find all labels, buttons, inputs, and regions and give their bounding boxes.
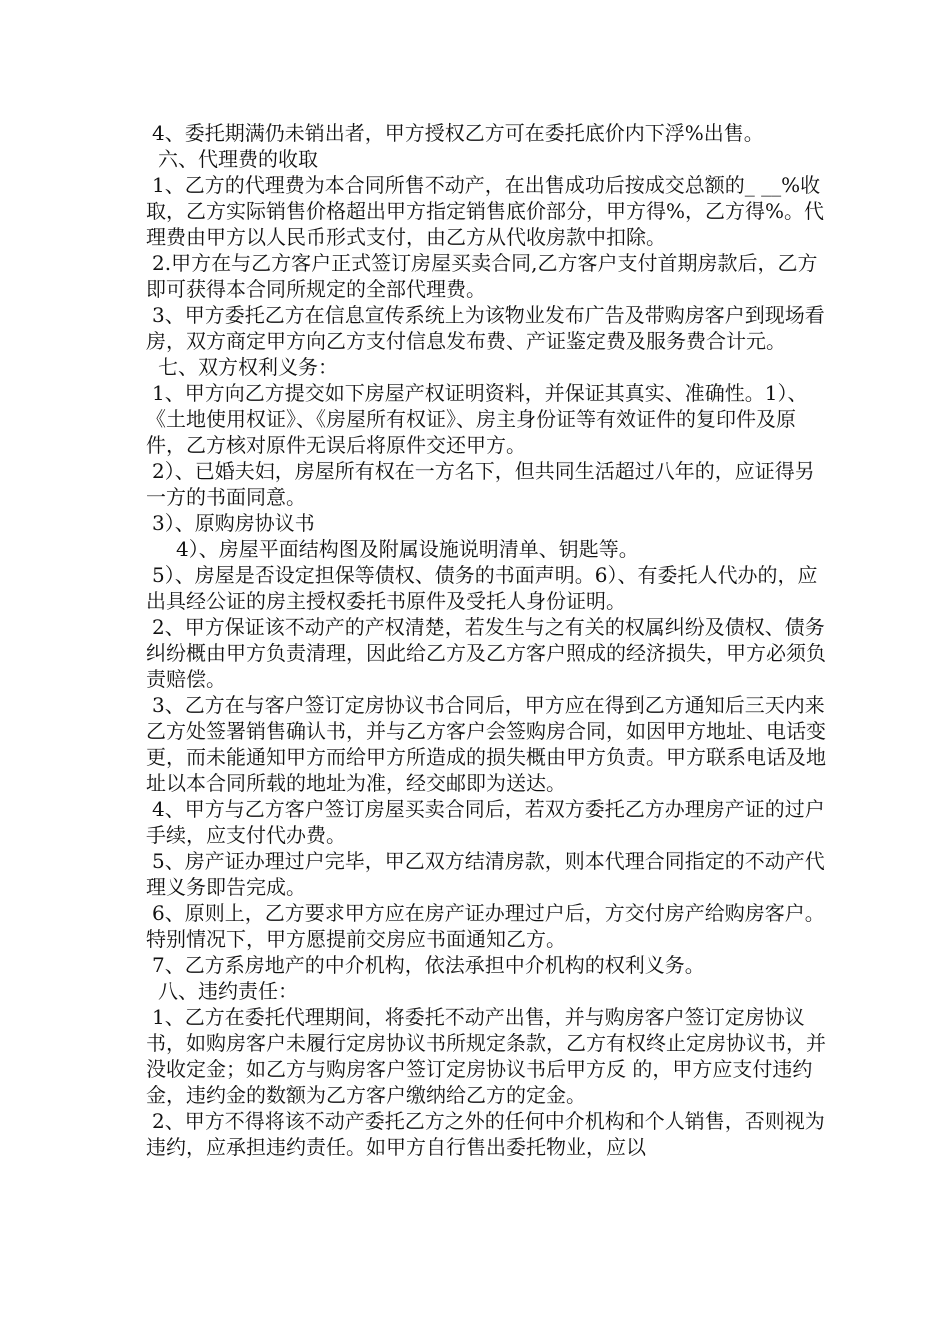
document-page [146,120,826,1160]
paragraph-clause-4-expiry: 4、委托期满仍未销出者，甲方授权乙方可在委托底价内下浮%出售。 [152,121,764,145]
paragraph-6-1: 1、乙方的代理费为本合同所售不动产，在出售成功后按成交总额的_ __%收取，乙方实际销售价格超出甲方指定销售底价部分，甲方得%，乙方得%。代理费由甲方以人民币形式支付，由乙方从代收房款中扣除。 [146,173,825,249]
paragraph-8-2: 2、甲方不得将该不动产委托乙方之外的任何中介机构和个人销售，否则视为违约，应承担违约责任。如甲方自行售出委托物业，应以 [146,1109,825,1159]
paragraph-6-2: 2.甲方在与乙方客户正式签订房屋买卖合同,乙方客户支付首期房款后，乙方即可获得本合同所规定的全部代理费。 [146,251,818,301]
paragraph-7-4: 4、甲方与乙方客户签订房屋买卖合同后，若双方委托乙方办理房产证的过户手续，应支付代办费。 [146,797,825,847]
paragraph-7-1-5: 5）、房屋是否设定担保等债权、债务的书面声明。6）、有委托人代办的，应出具经公证的房主授权委托书原件及受托人身份证明。 [146,563,818,613]
paragraph-7-6: 6、原则上，乙方要求甲方应在房产证办理过户后，方交付房产给购房客户。特别情况下，甲方愿提前交房应书面通知乙方。 [146,901,825,951]
paragraph-6-3: 3、甲方委托乙方在信息宣传系统上为该物业发布广告及带购房客户到现场看房，双方商定甲方向乙方支付信息发布费、产证鉴定费及服务费合计元。 [146,303,825,353]
section-heading-7: 七、双方权利义务： [158,355,338,379]
paragraph-7-3: 3、乙方在与客户签订定房协议书合同后，甲方应在得到乙方通知后三天内来乙方处签署销售确认书，并与乙方客户会签购房合同，如因甲方地址、电话变更，而未能通知甲方而给甲方所造成的损失概由甲方负责。甲方联系电话及地址以本合同所载的地址为准，经交邮即为送达。 [146,693,826,795]
paragraph-7-2: 2、甲方保证该不动产的产权清楚，若发生与之有关的权属纠纷及债权、债务纠纷概由甲方负责清理，因此给乙方及乙方客户照成的经济损失，甲方必须负责赔偿。 [146,615,826,691]
paragraph-7-1: 1、甲方向乙方提交如下房屋产权证明资料，并保证其真实、准确性。1）、《土地使用权证》、《房屋所有权证》、房主身份证等有效证件的复印件及原件，乙方核对原件无误后将原件交还甲方。 [146,381,808,457]
paragraph-7-1-2: 2）、已婚夫妇，房屋所有权在一方名下，但共同生活超过八年的，应证得另一方的书面同意。 [146,459,815,509]
section-heading-6: 六、代理费的收取 [158,147,318,171]
section-heading-8: 八、违约责任： [158,979,298,1003]
paragraph-7-1-4: 4）、房屋平面结构图及附属设施说明清单、钥匙等。 [176,537,639,561]
paragraph-7-7: 7、乙方系房地产的中介机构，依法承担中介机构的权利义务。 [152,953,705,977]
paragraph-8-1: 1、乙方在委托代理期间，将委托不动产出售，并与购房客户签订定房协议书，如购房客户未履行定房协议书所规定条款，乙方有权终止定房协议书，并没收定金；如乙方与购房客户签订定房协议书后甲方反 的，甲方应支付违约金，违约金的数额为乙方客户缴纳给乙方的定金。 [146,1005,826,1107]
paragraph-7-1-3: 3）、原购房协议书 [152,511,315,535]
paragraph-7-5: 5、房产证办理过户完毕，甲乙双方结清房款，则本代理合同指定的不动产代理义务即告完成。 [146,849,825,899]
